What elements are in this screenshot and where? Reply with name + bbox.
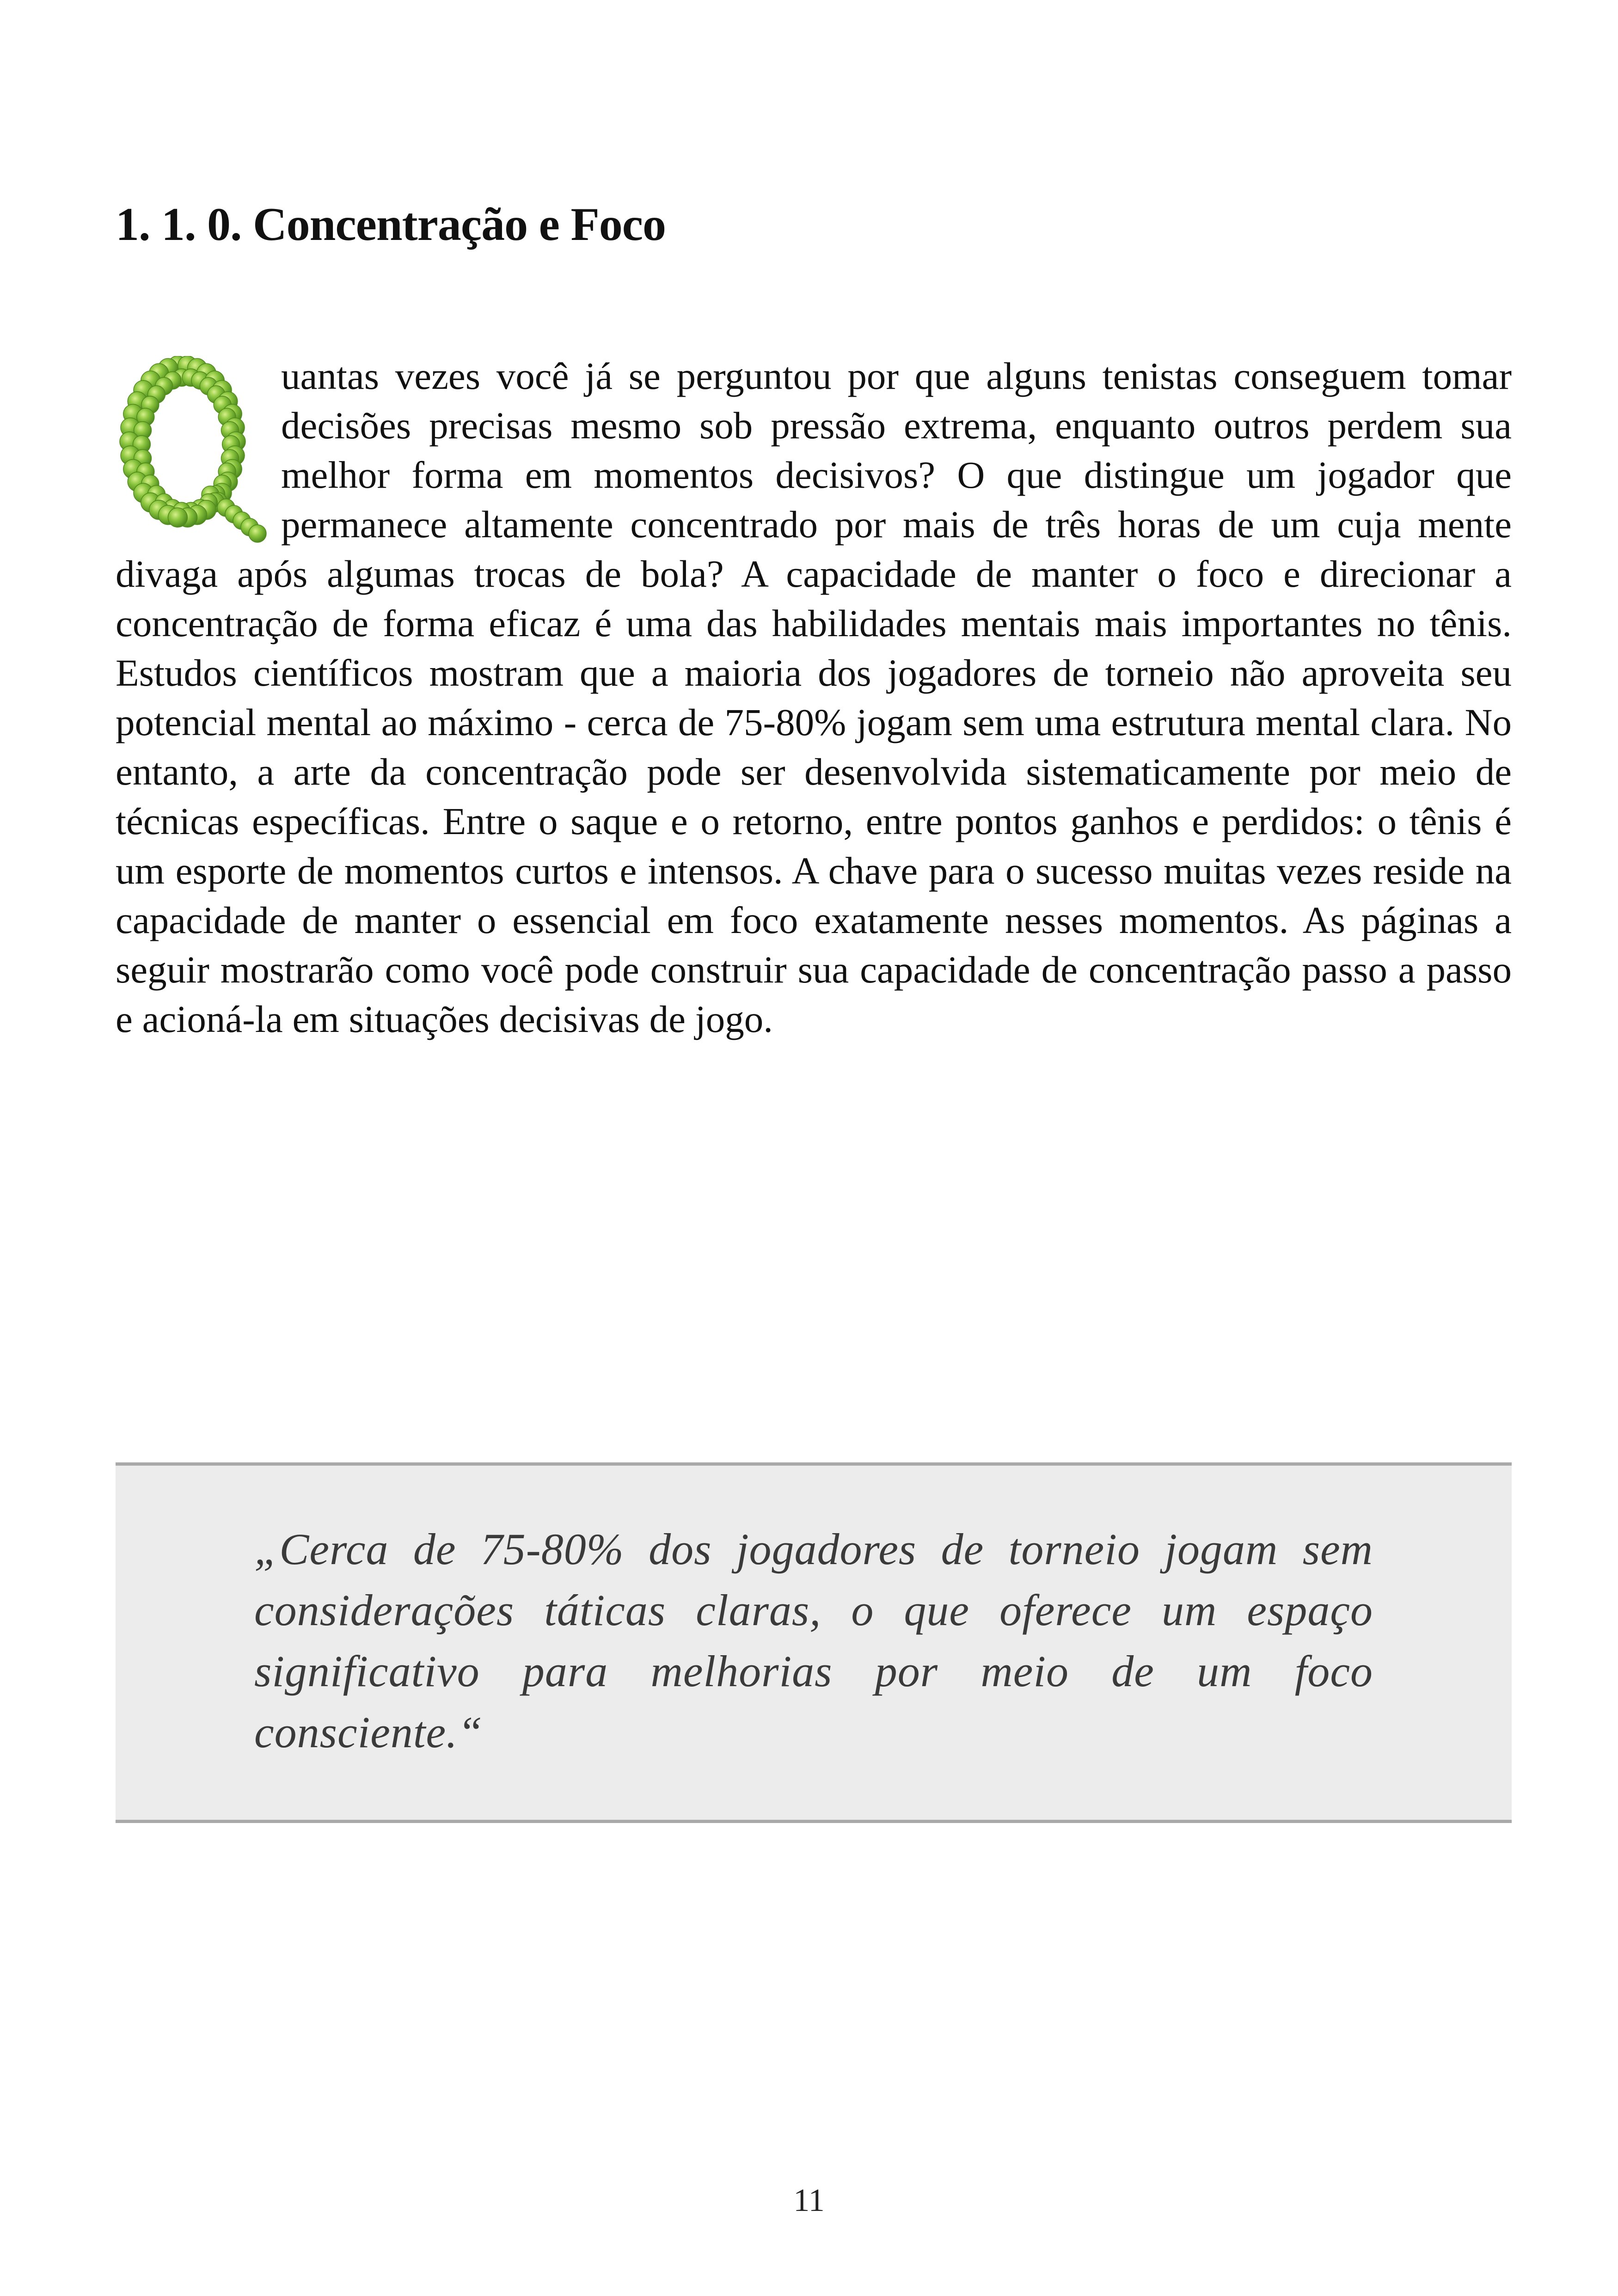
pull-quote-text: „Cerca de 75-80% dos jogadores de torneio jogam sem considerações táticas claras, o que oferece um espaço significativo para melhorias por meio de um foco consciente.“ bbox=[254, 1524, 1373, 1757]
tennis-ball-icon bbox=[168, 508, 187, 527]
tennis-ball-letter-q-icon bbox=[116, 356, 270, 546]
dropcap-tennis-ball-q-icon bbox=[116, 356, 270, 546]
section-heading: 1. 1. 0. Concentração e Foco bbox=[116, 198, 666, 251]
body-text: uantas vezes você já se perguntou por que alguns tenistas conseguem tomar decisões precisas mesmo sob pressão extrema, enquanto outros perdem sua melhor forma em momentos decisivos? O que distingue um jogador que permanece altamente concentrado por mais de três horas de um cuja mente divaga após algumas trocas de bola? A capacidade de manter o foco e direcionar a concentração de forma eficaz é uma das habilidades mentais mais importantes no tênis. Estudos científicos mostram que a maioria dos jogadores de torneio não aproveita seu potencial mental ao máximo - cerca de 75-80% jogam sem uma estrutura mental clara. No entanto, a arte da concentração pode ser desenvolvida sistematicamente por meio de técnicas específicas. Entre o saque e o retorno, entre pontos ganhos e perdidos: o tênis é um esporte de momentos curtos e intensos. A chave para o sucesso muitas vezes reside na capacidade de manter o essencial em foco exatamente nesses momentos. As páginas a seguir mostrarão como você pode construir sua capacidade de concentração passo a passo e acioná-la em situações decisivas de jogo. bbox=[116, 355, 1512, 1040]
pull-quote-box bbox=[116, 1462, 1512, 1823]
page-number: 11 bbox=[793, 2183, 825, 2218]
body-paragraph bbox=[116, 351, 1512, 1044]
tennis-ball-icon bbox=[249, 525, 266, 542]
